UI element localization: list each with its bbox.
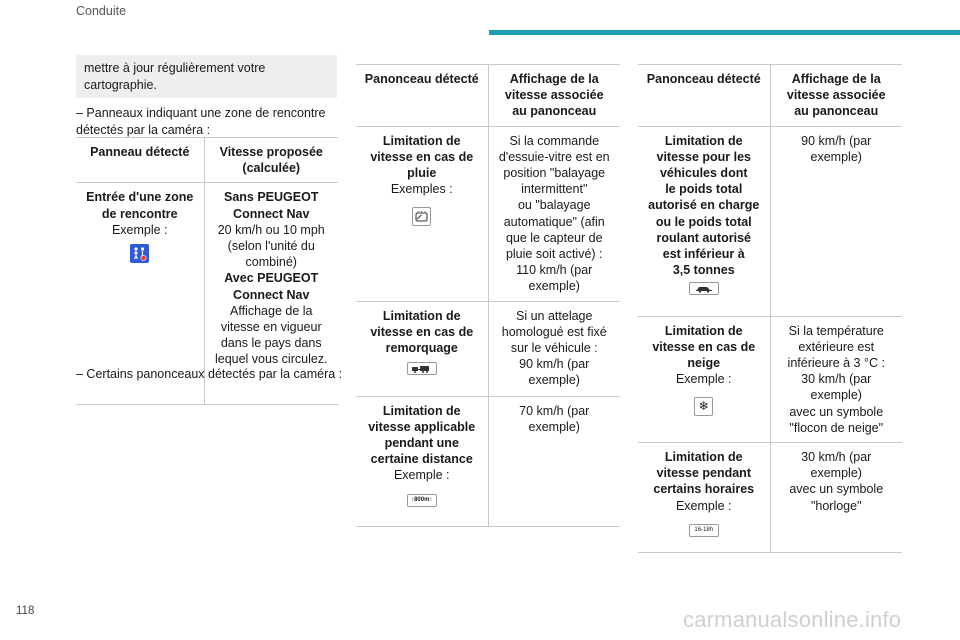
table-row: [356, 301, 620, 396]
speed-line: exemple): [810, 466, 862, 481]
speed-line: 110 km/h (par: [516, 263, 593, 278]
plate-title: ou le poids total: [655, 214, 752, 229]
plate-title: est inférieur à: [662, 247, 745, 262]
speed-line: exemple): [528, 279, 580, 294]
plate-title: neige: [687, 356, 721, 371]
table-header-cell: Affichage de la vitesse associée au panonceau: [488, 65, 620, 127]
speed-line: d'essuie-vitre est en: [498, 149, 610, 164]
speed-cell: [488, 301, 620, 396]
speed-line: 90 km/h (par: [519, 357, 590, 372]
plate-title: Limitation de: [382, 403, 461, 418]
speed-line: sur le véhicule :: [510, 341, 598, 356]
plate-title: Limitation de: [382, 308, 461, 323]
table-header-row: [638, 65, 902, 127]
speed-cell: [770, 316, 902, 442]
table-header-cell: Panneau détecté: [76, 138, 204, 183]
section-accent-bar: [489, 30, 960, 35]
plate-title: certains horaires: [653, 482, 755, 497]
meeting-zone-intro: [76, 105, 326, 138]
speed-line: position "balayage: [503, 166, 606, 181]
plates-intro: – Certains panonceaux détectés par la caméra :: [76, 367, 343, 381]
speed-line: exemple): [810, 388, 862, 403]
speed-line: Affichage de la: [230, 303, 313, 318]
plate-title: remorquage: [385, 341, 458, 356]
table-header-cell: Affichage de la vitesse associée au panonceau: [770, 65, 902, 127]
speed-cell: [488, 126, 620, 301]
speed-line: 30 km/h (par: [801, 372, 872, 387]
plate-title: véhicules dont: [659, 166, 748, 181]
speed-line: 20 km/h ou 10 mph: [217, 222, 325, 237]
table-header-row: [76, 138, 338, 183]
speed-line: "flocon de neige": [789, 420, 884, 435]
plate-title: Limitation de: [664, 323, 743, 338]
table-row: [638, 316, 902, 442]
speed-line: automatique" (afin: [503, 214, 605, 229]
table-header-cell: Panonceau détecté: [356, 65, 488, 127]
table-row: [356, 396, 620, 526]
plate-title: vitesse en cas de: [370, 149, 474, 164]
speed-cell: [488, 396, 620, 526]
watermark: carmanualsonline.info: [683, 607, 902, 632]
speed-line: que le capteur de: [505, 230, 603, 245]
plates-table-1: [356, 64, 620, 527]
speed-line: 30 km/h (par: [801, 450, 872, 465]
speed-cell: [770, 126, 902, 316]
speed-line: exemple): [810, 149, 862, 164]
rain-wiper-sign-icon: [412, 207, 431, 226]
table-row: [356, 126, 620, 301]
detected-plate-cell: [356, 301, 488, 396]
plate-title: autorisé en charge: [648, 198, 760, 213]
speed-line: vitesse en vigueur: [220, 320, 322, 335]
speed-line: homologué est fixé: [501, 324, 607, 339]
speed-line: Si un attelage: [516, 308, 593, 323]
sign-title: de rencontre: [101, 206, 178, 221]
page-number: 118: [16, 605, 35, 617]
plate-title: vitesse pour les: [656, 149, 751, 164]
plate-title: certaine distance: [370, 452, 473, 467]
speed-line: dans le pays dans: [220, 336, 322, 351]
speed-line: lequel vous circulez.: [214, 352, 328, 367]
snowflake-sign-icon: ❄: [694, 397, 713, 416]
table-row: [638, 126, 902, 316]
plate-title: le poids total: [665, 182, 743, 197]
plate-title: roulant autorisé: [656, 230, 751, 245]
detected-plate-cell: [356, 126, 488, 301]
plate-title: pendant une: [384, 436, 459, 451]
sign-title: Entrée d'une zone: [86, 190, 194, 205]
speed-line: Avec PEUGEOT: [224, 271, 319, 286]
example-label: Exemple :: [111, 222, 168, 237]
speed-line: inférieure à 3 °C :: [787, 356, 885, 371]
table-header-cell: Vitesse proposée (calculée): [204, 138, 338, 183]
speed-line: 70 km/h (par: [519, 403, 590, 418]
speed-line: Si la commande: [509, 133, 600, 148]
speed-line: avec un symbole: [789, 482, 884, 497]
speed-line: Si la température: [788, 323, 884, 338]
detected-plate-cell: [638, 316, 770, 442]
plate-title: pluie: [407, 166, 437, 181]
plate-title: Limitation de: [664, 450, 743, 465]
speed-line: intermittent": [521, 182, 588, 197]
note-box: [76, 55, 337, 98]
example-label: Exemple :: [675, 498, 732, 513]
example-label: Exemples :: [390, 182, 453, 197]
pedestrian-zone-sign-icon: [130, 244, 149, 263]
note-text: mettre à jour régulièrement votre cartographie.: [84, 61, 266, 92]
speed-line: extérieure est: [798, 339, 875, 354]
speed-line: 90 km/h (par: [801, 133, 872, 148]
speed-cell: [770, 443, 902, 553]
plate-title: vitesse en cas de: [652, 339, 756, 354]
plate-title: Limitation de: [664, 133, 743, 148]
speed-line: exemple): [528, 373, 580, 388]
speed-line: Connect Nav: [233, 287, 310, 302]
speed-line: combiné): [245, 255, 297, 270]
speed-line: ou "balayage: [517, 198, 591, 213]
trailer-sign-icon: [407, 362, 437, 375]
speed-line: Sans PEUGEOT: [224, 190, 319, 205]
table-row: [638, 443, 902, 553]
speed-line: (selon l'unité du: [227, 239, 315, 254]
plate-title: 3,5 tonnes: [672, 263, 735, 278]
plate-title: vitesse pendant: [656, 466, 751, 481]
time-range-sign-icon: 16-18h: [689, 524, 719, 537]
section-title: Conduite: [76, 4, 127, 18]
plate-title: vitesse en cas de: [370, 324, 474, 339]
speed-line: "horloge": [810, 498, 862, 513]
detected-plate-cell: [638, 443, 770, 553]
speed-line: pluie soit activé) :: [505, 247, 603, 262]
table-header-row: [356, 65, 620, 127]
light-vehicle-sign-icon: [689, 282, 719, 295]
detected-plate-cell: [356, 396, 488, 526]
intro-line-1: – Panneaux indiquant une zone de rencontre: [76, 106, 326, 120]
example-label: Exemple :: [675, 372, 732, 387]
plate-title: vitesse applicable: [368, 419, 476, 434]
speed-line: Connect Nav: [233, 206, 310, 221]
intro-line-2: détectés par la caméra :: [76, 122, 211, 137]
table-header-cell: Panonceau détecté: [638, 65, 770, 127]
plates-table-2: [638, 64, 902, 553]
distance-sign-icon: ↑800m↑: [407, 494, 437, 507]
speed-line: exemple): [528, 419, 580, 434]
detected-plate-cell: [638, 126, 770, 316]
speed-line: avec un symbole: [789, 404, 884, 419]
example-label: Exemple :: [393, 468, 450, 483]
plate-title: Limitation de: [382, 133, 461, 148]
